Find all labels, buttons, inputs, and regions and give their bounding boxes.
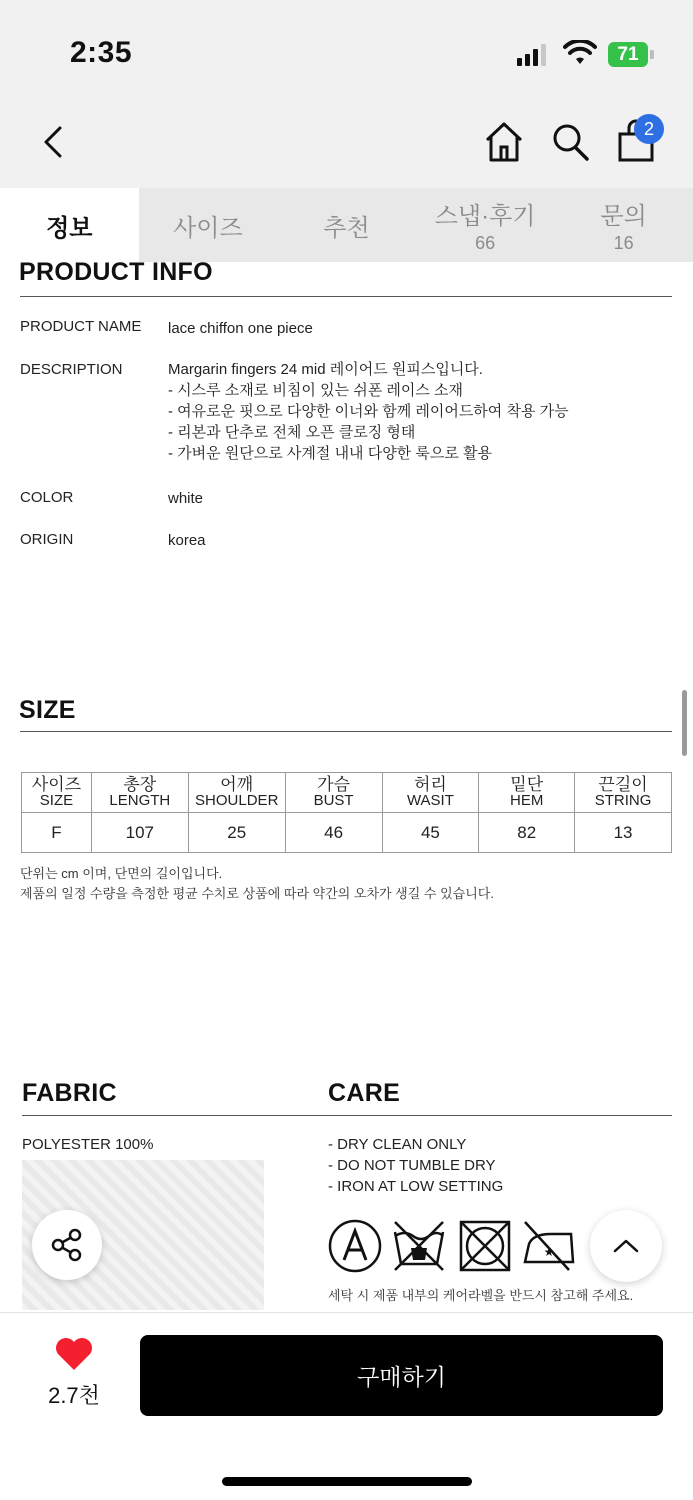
battery-tip	[650, 50, 654, 59]
size-header-cell: 어깨 SHOULDER	[188, 773, 285, 813]
cellular-signal-icon	[517, 44, 547, 66]
wifi-icon	[563, 40, 597, 66]
dry-clean-icon	[327, 1218, 383, 1274]
home-indicator	[222, 1477, 472, 1486]
do-not-tumble-dry-icon	[457, 1218, 513, 1274]
do-not-wash-icon	[391, 1218, 447, 1274]
size-note: 단위는 cm 이며, 단면의 길이입니다.	[20, 866, 223, 881]
like-count: 2.7천	[48, 1383, 100, 1408]
description-line: - 여유로운 핏으로 다양한 이너와 함께 레이어드하여 착용 가능	[168, 403, 569, 420]
size-header-cell: 가슴 BUST	[285, 773, 382, 813]
battery-indicator: 71	[608, 42, 648, 67]
description-line: - 가벼운 원단으로 사계절 내내 다양한 룩으로 활용	[168, 445, 492, 462]
tab-count: 16	[613, 233, 634, 253]
tab-count: 66	[475, 233, 496, 253]
description-line: - 리본과 단추로 전체 오픈 클로징 형태	[168, 424, 416, 441]
size-cell: 25	[188, 813, 285, 853]
info-label: DESCRIPTION	[20, 361, 123, 378]
iron-low-icon	[521, 1218, 577, 1274]
description-line: Margarin fingers 24 mid 레이어드 원피스입니다.	[168, 361, 483, 378]
divider	[20, 731, 672, 732]
status-bar	[0, 0, 693, 104]
tab-recommend[interactable]	[277, 188, 416, 262]
buy-button[interactable]	[140, 1335, 663, 1416]
tab-inquiry[interactable]	[554, 188, 693, 262]
size-cell: 82	[479, 813, 575, 853]
care-instruction: - DRY CLEAN ONLY	[328, 1136, 467, 1153]
size-cell: 45	[382, 813, 479, 853]
size-header-cell: 총장 LENGTH	[91, 773, 188, 813]
size-header-cell: 허리 WASIT	[382, 773, 479, 813]
back-icon[interactable]	[36, 122, 72, 162]
share-button[interactable]	[32, 1210, 102, 1280]
size-note: 제품의 일정 수량을 측정한 평균 수치로 상품에 따라 약간의 오차가 생길 수 있습니다.	[20, 886, 494, 901]
product-info-title: PRODUCT INFO	[19, 258, 213, 286]
size-table-row	[22, 813, 672, 853]
scroll-indicator[interactable]	[682, 690, 687, 756]
tab-reviews[interactable]	[416, 188, 555, 262]
info-label: COLOR	[20, 489, 74, 506]
size-cell: 13	[575, 813, 672, 853]
buy-button-label: 구매하기	[357, 1364, 446, 1390]
care-label-note: 세탁 시 제품 내부의 케어라벨을 반드시 참고해 주세요.	[328, 1288, 634, 1303]
size-header-cell: 밑단 HEM	[479, 773, 575, 813]
chevron-up-icon	[611, 1236, 641, 1256]
description-line: - 시스루 소재로 비침이 있는 쉬폰 레이스 소재	[168, 382, 463, 399]
scroll-top-button[interactable]	[590, 1210, 662, 1282]
product-tabs	[0, 188, 693, 262]
care-instruction: - DO NOT TUMBLE DRY	[328, 1157, 496, 1174]
info-label: PRODUCT NAME	[20, 318, 142, 335]
tab-size[interactable]	[139, 188, 278, 262]
tab-info[interactable]	[0, 188, 139, 262]
size-title: SIZE	[19, 696, 76, 724]
info-label: ORIGIN	[20, 531, 74, 548]
home-icon[interactable]	[484, 120, 524, 164]
tab-label: 추천	[323, 214, 370, 242]
share-icon	[49, 1227, 85, 1263]
tab-label: 정보	[46, 214, 93, 242]
fabric-title: FABRIC	[22, 1079, 117, 1107]
size-cell: 46	[285, 813, 382, 853]
search-icon[interactable]	[550, 120, 592, 164]
product-name-value: lace chiffon one piece	[168, 320, 313, 337]
origin-value: korea	[168, 532, 206, 549]
size-header-cell: 사이즈 SIZE	[22, 773, 92, 813]
care-instruction: - IRON AT LOW SETTING	[328, 1178, 504, 1195]
size-table-header	[22, 773, 672, 813]
divider	[20, 296, 672, 297]
heart-icon	[55, 1337, 93, 1371]
status-time: 2:35	[70, 36, 133, 69]
size-table	[21, 772, 672, 853]
size-cell: F	[22, 813, 92, 853]
size-cell: 107	[91, 813, 188, 853]
description-value	[168, 359, 569, 464]
bottom-action-bar	[0, 1312, 693, 1500]
divider	[22, 1115, 672, 1116]
fabric-value: POLYESTER 100%	[22, 1136, 154, 1153]
tab-label: 사이즈	[173, 214, 243, 242]
tab-label: 문의	[600, 203, 647, 230]
top-nav	[0, 104, 693, 188]
cart-count-badge: 2	[634, 114, 664, 144]
care-title: CARE	[328, 1079, 401, 1107]
svg-text:★: ★	[543, 1245, 555, 1259]
color-value: white	[168, 490, 204, 507]
size-header-cell: 끈길이 STRING	[575, 773, 672, 813]
like-button[interactable]	[40, 1337, 108, 1376]
tab-label: 스냅·후기	[434, 203, 536, 230]
